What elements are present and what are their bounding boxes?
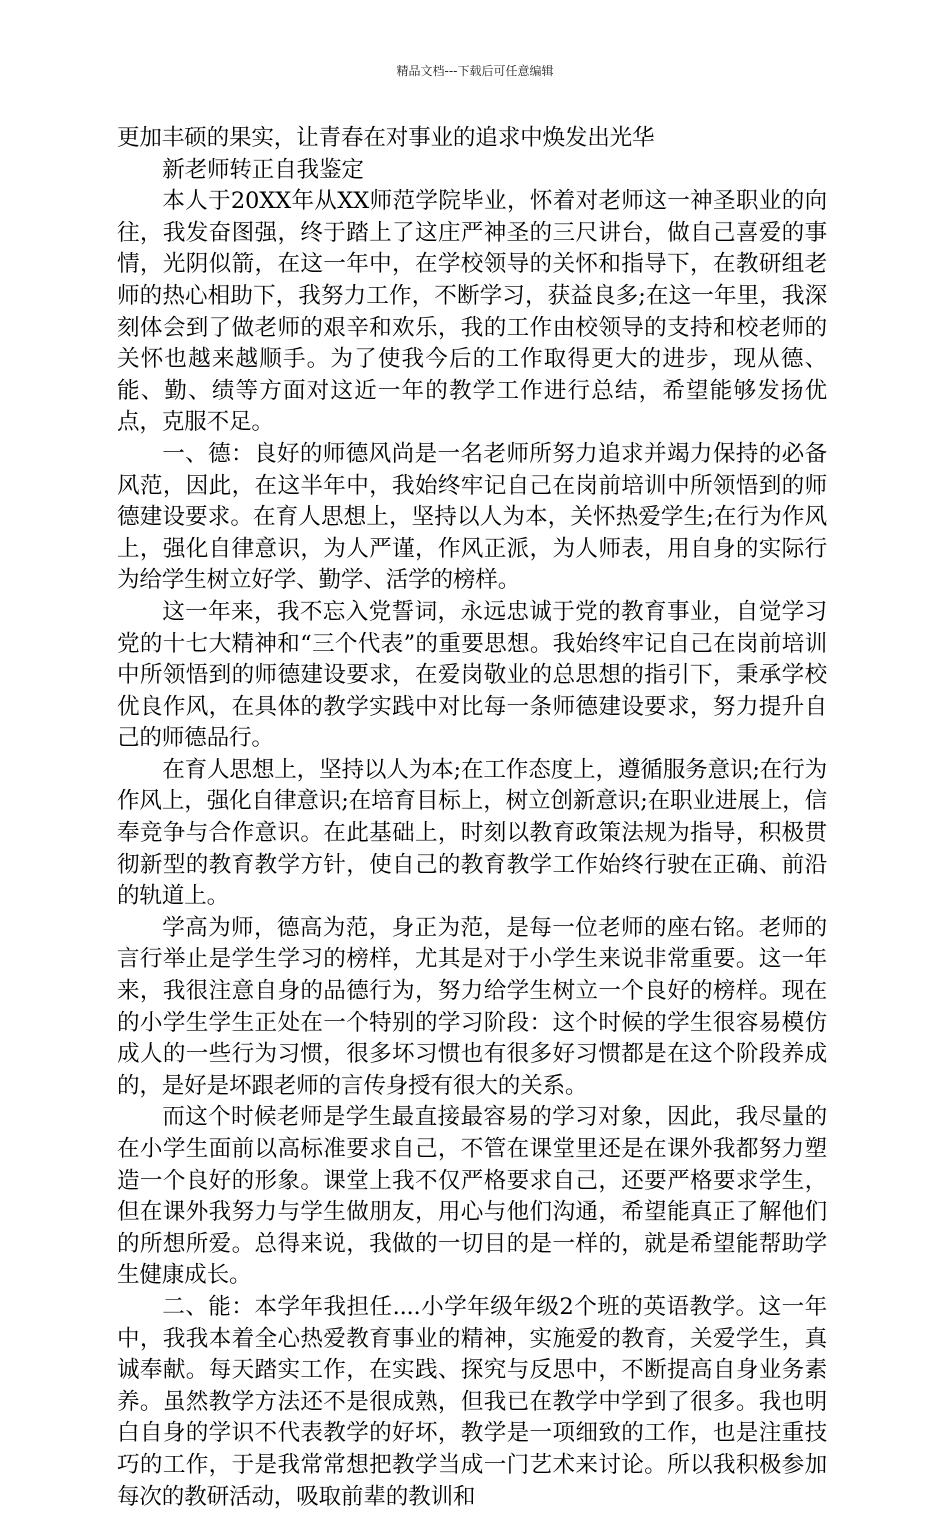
paragraph-neng: 二、能：本学年我担任....小学年级年级2个班的英语教学。这一年中，我我本着全心热爱教育事业的精神，实施爱的教育，关爱学生，真诚奉献。每天踏实工作，在实践、探究与反思中，不断提高自身业务素养。虽然教学方法还不是很成熟，但我已在教学中学到了很多。我也明白自身的学识不代表教学的好坏，教学是一项细致的工作，也是注重技巧的工作，于是我常常想把教学当成一门艺术来讨论。所以我积极参加每次的教研活动，吸取前辈的教训和 — [117, 1293, 827, 1510]
paragraph-de: 一、德：良好的师德风尚是一名老师所努力追求并竭力保持的必备风范，因此，在这半年中，我始终牢记自己在岗前培训中所领悟到的师德建设要求。在育人思想上，坚持以人为本，关怀热爱学生;在行为作风上，强化自律意识，为人严谨，作风正派，为人师表，用自身的实际行为给学生树立好学、勤学、活学的榜样。 — [117, 440, 827, 594]
paragraph-intro: 本人于20XX年从XX师范学院毕业，怀着对老师这一神圣职业的向往，我发奋图强，终于踏上了这庄严神圣的三尺讲台，做自己喜爱的事情，光阴似箭，在这一年中，在学校领导的关怀和指导下，在教研组老师的热心相助下，我努力工作，不断学习，获益良多;在这一年里，我深刻体会到了做老师的艰辛和欢乐，我的工作由校领导的支持和校老师的关怀也越来越顺手。为了使我今后的工作取得更大的进步，现从德、能、勤、绩等方面对这近一年的教学工作进行总结，希望能够发扬优点，克服不足。 — [117, 188, 827, 436]
document-body — [117, 123, 827, 1513]
paragraph-ideology: 在育人思想上，坚持以人为本;在工作态度上，遵循服务意识;在行为作风上，强化自律意识;在培育目标上，树立创新意识;在职业进展上，信奉竞争与合作意识。在此基础上，时刻以教育政策法规为指导，积极贯彻新型的教育教学方针，使自己的教育教学工作始终行驶在正确、前沿的轨道上。 — [117, 756, 827, 910]
paragraph-continuation: 更加丰硕的果实，让青春在对事业的追求中焕发出光华 — [117, 125, 655, 151]
document-title: 新老师转正自我鉴定 — [162, 156, 364, 183]
paragraph-role-model: 学高为师，德高为范，身正为范，是每一位老师的座右铭。老师的言行举止是学生学习的榜样，尤其是对于小学生来说非常重要。这一年来，我很注意自身的品德行为，努力给学生树立一个良好的榜样。现在的小学生学生正处在一个特别的学习阶段：这个时候的学生很容易模仿成人的一些行为习惯，很多坏习惯也有很多好习惯都是在这个阶段养成的，是好是坏跟老师的言传身授有很大的关系。 — [117, 914, 827, 1099]
paragraph-standards: 而这个时候老师是学生最直接最容易的学习对象，因此，我尽量的在小学生面前以高标准要求自己，不管在课堂里还是在课外我都努力塑造一个良好的形象。课堂上我不仅严格要求自己，还要严格要求学生，但在课外我努力与学生做朋友，用心与他们沟通，希望能真正了解他们的所想所爱。总得来说，我做的一切目的是一样的，就是希望能帮助学生健康成长。 — [117, 1104, 827, 1289]
page-header: 精品文档---下载后可任意编辑 — [396, 64, 554, 78]
paragraph-party: 这一年来，我不忘入党誓词，永远忠诚于党的教育事业，自觉学习党的十七大精神和“三个代表”的重要思想。我始终牢记自己在岗前培训中所领悟到的师德建设要求，在爱岗敬业的总思想的指引下，秉承学校优良作风，在具体的教学实践中对比每一条师德建设要求，努力提升自己的师德品行。 — [117, 598, 827, 752]
